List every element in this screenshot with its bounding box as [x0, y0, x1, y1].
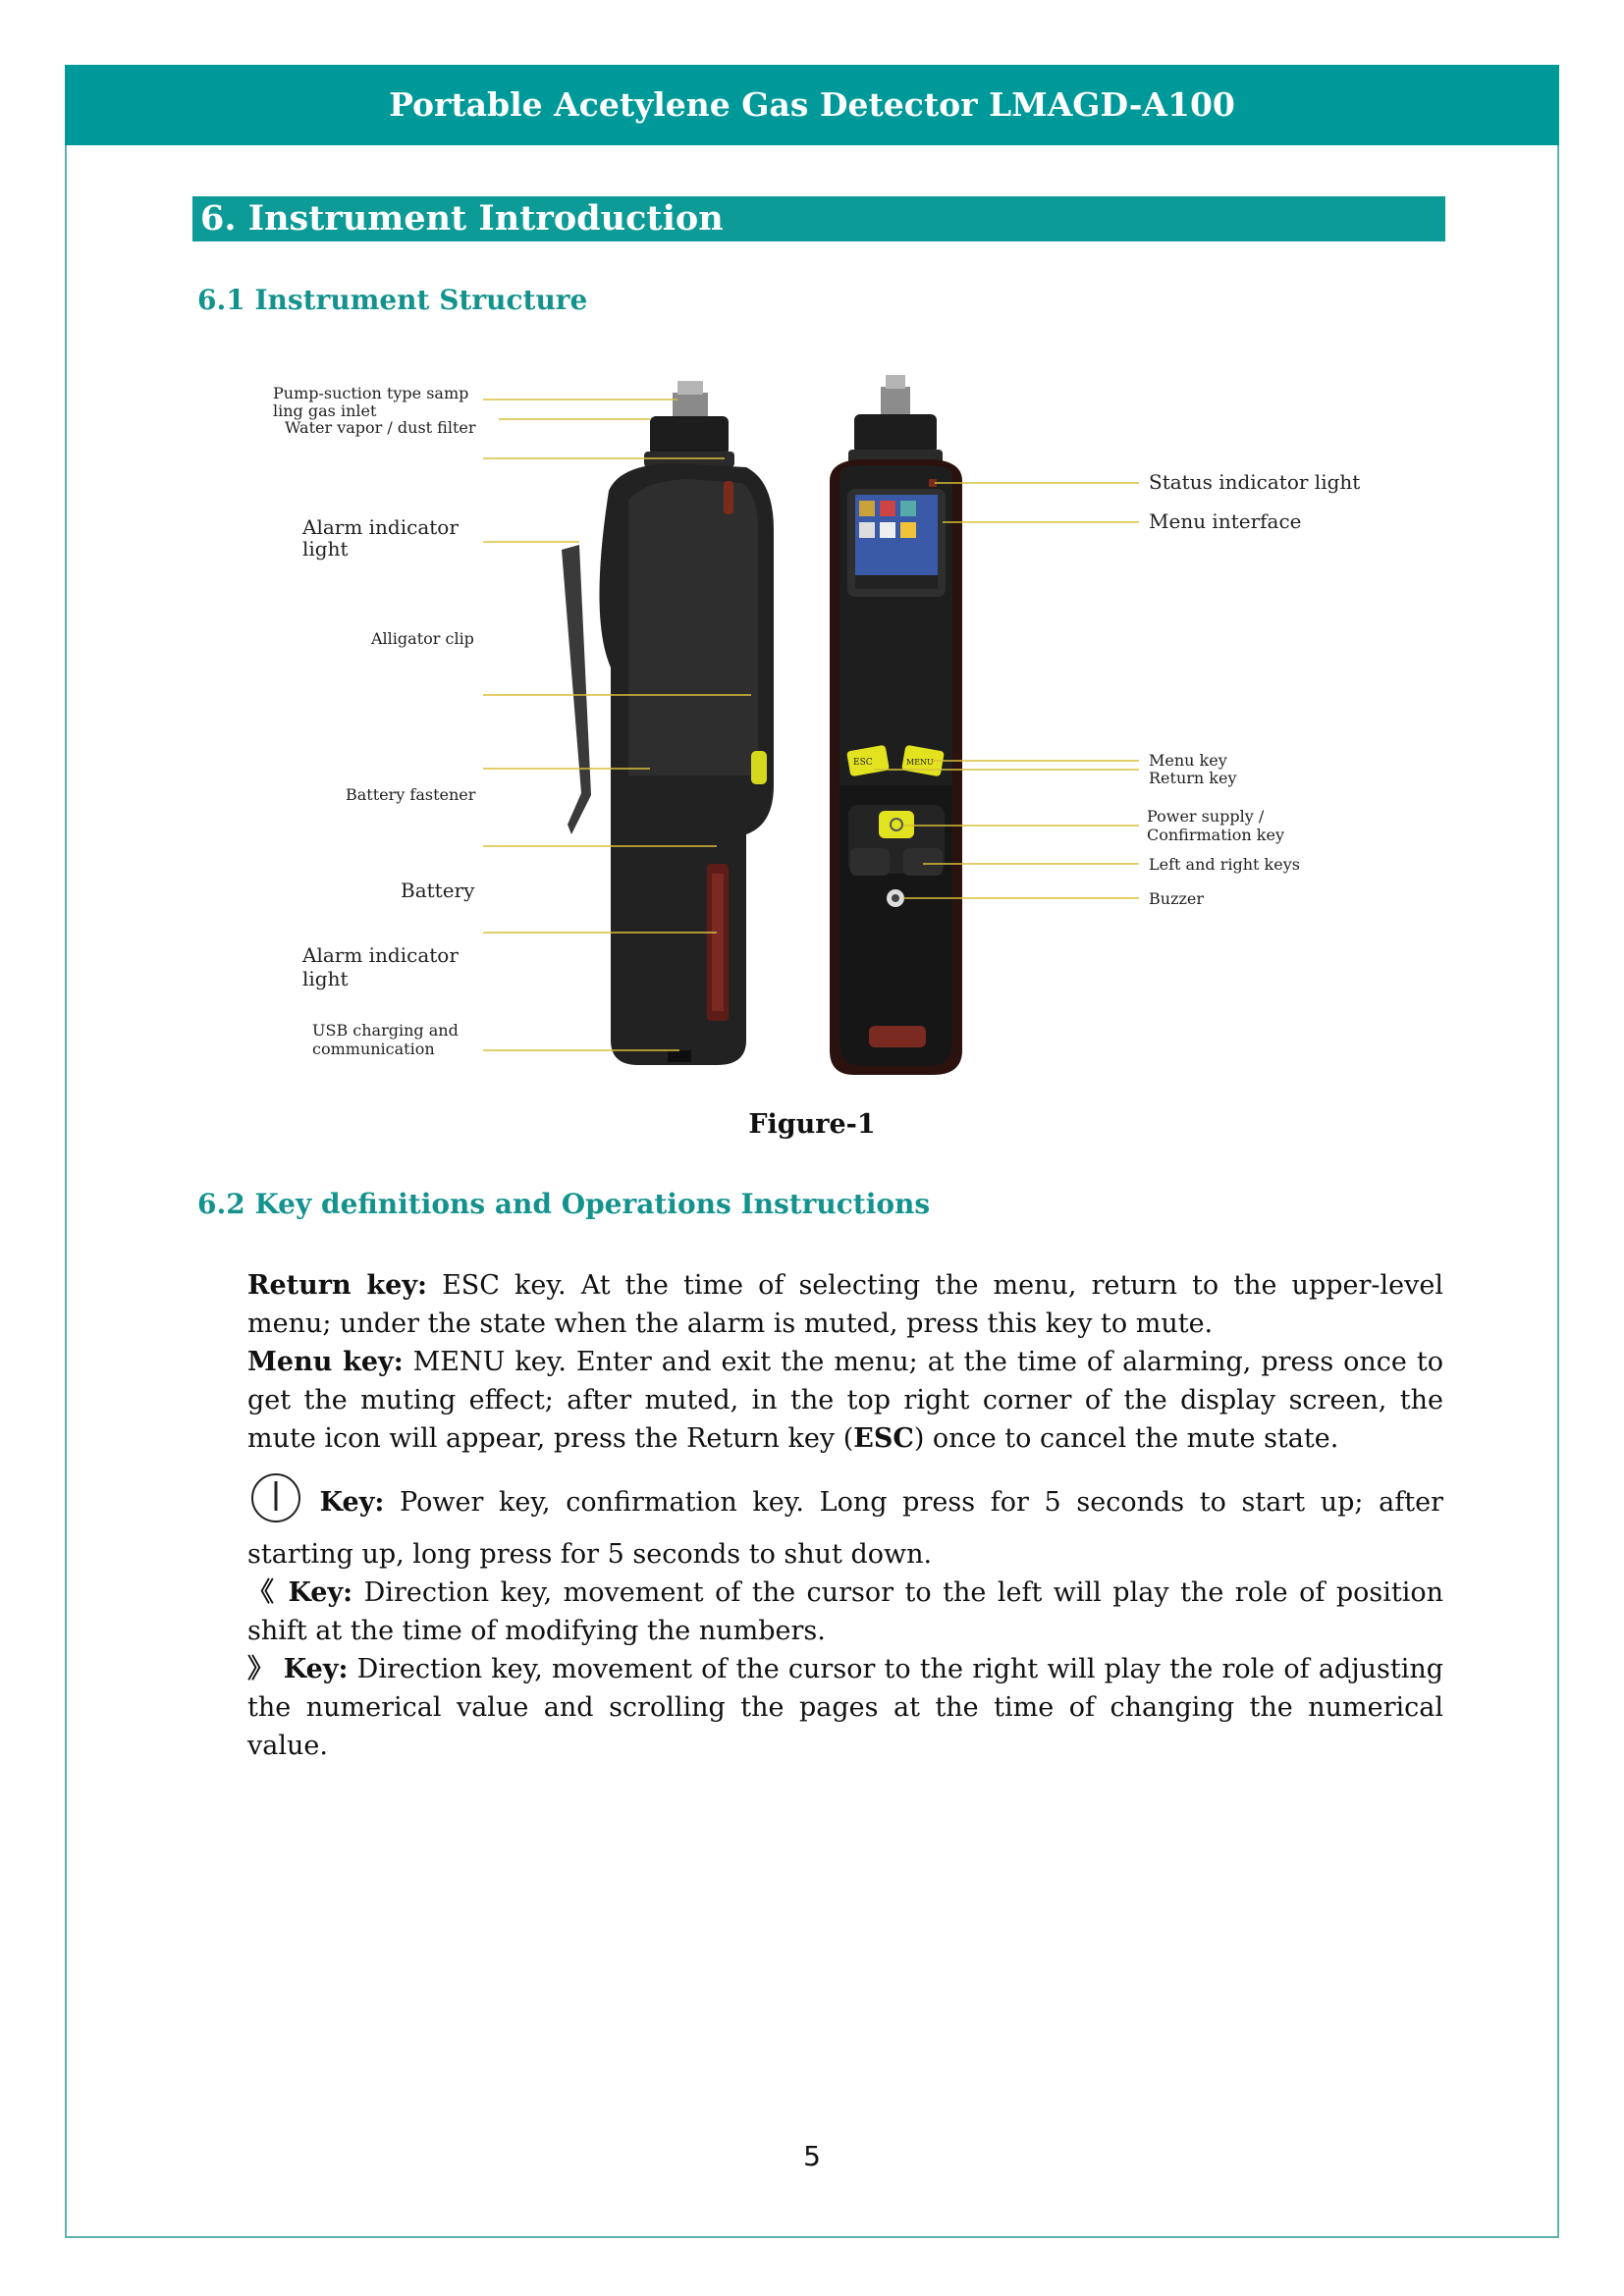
- power-icon: [247, 1471, 304, 1535]
- right-key-paragraph: [247, 1650, 1443, 1765]
- section-title: 6. Instrument Introduction: [192, 196, 1445, 241]
- device-front-view: [830, 375, 962, 1075]
- label-buzzer: Buzzer: [1149, 889, 1205, 908]
- menu-key-paragraph: [247, 1343, 1443, 1458]
- subsection-title-structure: 6.1 Instrument Structure: [197, 284, 588, 316]
- return-key-paragraph: [247, 1266, 1443, 1343]
- label-power-2: Confirmation key: [1147, 826, 1284, 844]
- menu-key-text: MENU: [906, 758, 934, 767]
- label-usb-2: communication: [312, 1040, 435, 1058]
- label-alarm-light-1b: light: [302, 537, 349, 561]
- label-alarm-light-1: Alarm indicator: [302, 515, 459, 539]
- label-status-light: Status indicator light: [1149, 470, 1361, 494]
- esc-key-text: ESC: [853, 758, 873, 768]
- label-filter: Water vapor / dust filter: [285, 418, 476, 437]
- label-pump-inlet-2: ling gas inlet: [273, 401, 377, 420]
- label-pump-inlet-1: Pump-suction type samp: [273, 384, 469, 402]
- double-chevron-right-icon: 》: [247, 1654, 275, 1684]
- label-battery-fastener: Battery fastener: [346, 785, 476, 804]
- label-lr-keys: Left and right keys: [1149, 855, 1300, 874]
- document-header: Portable Acetylene Gas Detector LMAGD-A100: [65, 65, 1559, 145]
- menu-key-text-a: MENU key. Enter and exit the menu; at the time of alarming, press once to get the muting effect; after muted, in the top right corner of the display screen, the mute icon will appear, press the Return key (: [247, 1347, 1443, 1454]
- right-key-text: Direction key, movement of the cursor to the right will play the role of adjusting the numerical value and scrolling the pages at the time of changing the numerical value.: [247, 1654, 1443, 1761]
- power-key-label: Key:: [319, 1487, 385, 1518]
- label-return-key: Return key: [1149, 769, 1237, 787]
- left-key-paragraph: [247, 1574, 1443, 1650]
- right-key-label: Key:: [283, 1654, 349, 1684]
- left-key-label: Key:: [288, 1577, 353, 1608]
- label-menu-key: Menu key: [1149, 751, 1227, 770]
- label-power-1: Power supply /: [1147, 807, 1265, 826]
- menu-key-text-b: ) once to cancel the mute state.: [913, 1423, 1339, 1454]
- label-alarm-light-2: Alarm indicator: [302, 943, 459, 967]
- return-key-label: Return key:: [247, 1270, 428, 1301]
- device-side-view: [562, 381, 774, 1065]
- power-key-paragraph: [247, 1471, 1443, 1574]
- left-key-text: Direction key, movement of the cursor to the left will play the role of position shift at the time of modifying the numbers.: [247, 1577, 1443, 1646]
- power-key-text: Power key, confirmation key. Long press for 5 seconds to start up; after starting up, long press for 5 seconds to shut down.: [247, 1487, 1443, 1570]
- double-chevron-left-icon: 《: [247, 1577, 277, 1608]
- subsection-title-keys: 6.2 Key definitions and Operations Instructions: [197, 1188, 931, 1220]
- figure-caption: Figure-1: [748, 1109, 876, 1140]
- key-definitions: [247, 1266, 1443, 1765]
- label-alligator-clip: Alligator clip: [371, 629, 474, 648]
- menu-key-text-esc: ESC: [853, 1423, 914, 1454]
- label-usb-1: USB charging and: [312, 1021, 459, 1040]
- instrument-structure-figure: [255, 373, 1375, 1080]
- return-key-text: ESC key. At the time of selecting the menu, return to the upper-level menu; under the state when the alarm is muted, press this key to mute.: [247, 1270, 1443, 1339]
- menu-key-label: Menu key:: [247, 1347, 404, 1377]
- label-menu-interface: Menu interface: [1149, 509, 1302, 533]
- label-alarm-light-2b: light: [302, 967, 349, 990]
- label-battery: Battery: [401, 879, 475, 902]
- page-number: 5: [803, 2140, 821, 2172]
